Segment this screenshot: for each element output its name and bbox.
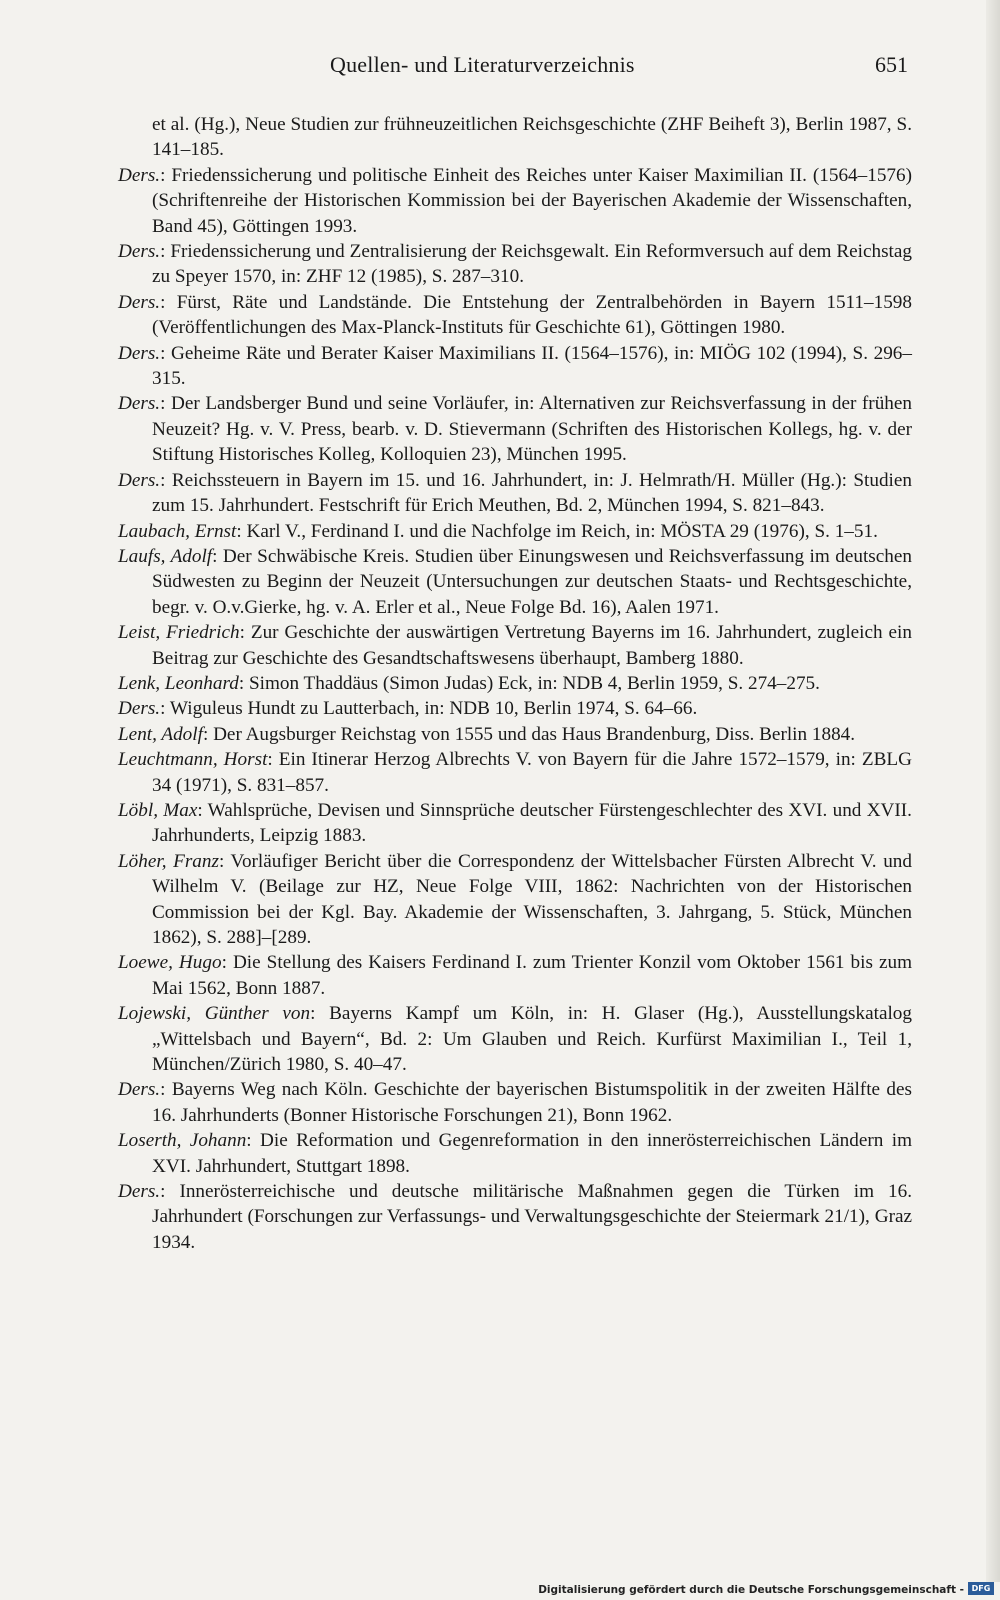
dfg-logo-icon: DFG	[968, 1582, 994, 1595]
entry-text: : Geheime Räte und Berater Kaiser Maximilians II. (1564–1576), in: MIÖG 102 (1994), S. 296–315.	[152, 342, 912, 390]
entry-author: Ders.	[118, 342, 161, 364]
entry-author: Lojewski, Günther von	[118, 1003, 311, 1025]
bibliography-entry	[118, 468, 912, 519]
bibliography-entry	[118, 950, 912, 1001]
entry-text: : Wiguleus Hundt zu Lautterbach, in: NDB 10, Berlin 1974, S. 64–66.	[160, 698, 698, 720]
entry-author: Laubach, Ernst	[118, 520, 237, 542]
page-edge-shadow	[986, 0, 1000, 1600]
bibliography-entry	[118, 1179, 912, 1255]
entry-text: : Friedenssicherung und politische Einheit des Reiches unter Kaiser Maximilian II. (1564–1576) (Schriftenreihe der Historischen Kommission bei der Bayerischen Akademie der Wissenschaften, Band 45), Göttingen 1993.	[152, 164, 912, 237]
bibliography-list	[118, 112, 912, 1255]
entry-author: Ders.	[118, 393, 161, 415]
bibliography-entry	[118, 620, 912, 671]
entry-author: Ders.	[118, 1079, 161, 1101]
running-header	[118, 52, 908, 84]
entry-author: Ders.	[118, 698, 161, 720]
entry-text: : Innerösterreichische und deutsche militärische Maßnahmen gegen die Türken im 16. Jahrhundert (Forschungen zur Verfassungs- und Verwaltungsgeschichte der Steiermark 21/1), Graz 1934.	[152, 1181, 912, 1253]
bibliography-entry	[118, 1128, 912, 1179]
bibliography-entry	[118, 1001, 912, 1077]
entry-author: Löher, Franz	[118, 850, 219, 872]
bibliography-entry	[118, 519, 912, 544]
entry-text: : Vorläufiger Bericht über die Correspondenz der Wittelsbacher Fürsten Albrecht V. und Wilhelm V. (Beilage zur HZ, Neue Folge VIII, 1862: Nachrichten von der Historischen Commission bei der Kgl. Bay. Akademie der Wissenschaften, 3. Jahrgang, 5. Stück, München 1862), S. 288]–[289.	[152, 850, 912, 948]
entry-author: Loserth, Johann	[118, 1130, 247, 1152]
entry-author: Leuchtmann, Horst	[118, 749, 268, 771]
bibliography-entry	[118, 341, 912, 392]
entry-text: : Bayerns Kampf um Köln, in: H. Glaser (Hg.), Ausstellungskatalog „Wittelsbach und Bayern“, Bd. 2: Um Glauben und Reich. Kurfürst Maximilian I., Teil 1, München/Zürich 1980, S. 40–47.	[152, 1003, 912, 1076]
entry-author: Loewe, Hugo	[118, 952, 222, 974]
entry-text: : Der Schwäbische Kreis. Studien über Einungswesen und Reichsverfassung im deutschen Südwesten zu Beginn der Neuzeit (Untersuchungen zur deutschen Staats- und Rechtsgeschichte, begr. v. O.v.Gierke, hg. v. A. Erler et al., Neue Folge Bd. 16), Aalen 1971.	[152, 545, 912, 618]
bibliography-entry	[118, 290, 912, 341]
entry-author: Ders.	[118, 164, 161, 186]
entry-author: Ders.	[118, 291, 161, 313]
bibliography-entry	[118, 544, 912, 620]
entry-text: : Die Stellung des Kaisers Ferdinand I. zum Trienter Konzil vom Oktober 1561 bis zum Mai 1562, Bonn 1887.	[152, 952, 913, 999]
bibliography-entry	[118, 722, 912, 747]
entry-author: Lenk, Leonhard	[118, 672, 239, 694]
entry-author: Laufs, Adolf	[118, 545, 213, 567]
bibliography-entry	[118, 112, 912, 163]
bibliography-entry	[118, 798, 912, 849]
bibliography-entry	[118, 849, 912, 951]
entry-author: Ders.	[118, 469, 161, 491]
page-number: 651	[875, 52, 908, 77]
bibliography-entry	[118, 696, 912, 721]
header-title: Quellen- und Literaturverzeichnis	[330, 52, 635, 77]
dfg-credit-text: Digitalisierung gefördert durch die Deutsche Forschungsgemeinschaft -	[538, 1584, 964, 1596]
entry-text: : Simon Thaddäus (Simon Judas) Eck, in: NDB 4, Berlin 1959, S. 274–275.	[238, 672, 820, 694]
bibliography-entry	[118, 671, 912, 696]
entry-author: Leist, Friedrich	[118, 622, 240, 644]
entry-author: Ders.	[118, 1181, 161, 1203]
bibliography-entry	[118, 747, 912, 798]
bibliography-entry	[118, 239, 912, 290]
entry-text: : Reichssteuern in Bayern im 15. und 16. Jahrhundert, in: J. Helmrath/H. Müller (Hg.): Studien zum 15. Jahrhundert. Festschrift für Erich Meuthen, Bd. 2, München 1994, S. 821–843.	[152, 469, 912, 517]
entry-text: : Der Augsburger Reichstag von 1555 und das Haus Brandenburg, Diss. Berlin 1884.	[202, 723, 856, 745]
bibliography-entry	[118, 163, 912, 239]
entry-text: : Die Reformation und Gegenreformation in den innerösterreichischen Ländern im XVI. Jahrhundert, Stuttgart 1898.	[152, 1130, 912, 1177]
entry-text: : Bayerns Weg nach Köln. Geschichte der bayerischen Bistumspolitik in der zweiten Hälfte des 16. Jahrhunderts (Bonner Historische Forschungen 21), Bonn 1962.	[152, 1079, 912, 1126]
entry-author: Löbl, Max	[118, 799, 198, 821]
entry-text: : Zur Geschichte der auswärtigen Vertretung Bayerns im 16. Jahrhundert, zugleich ein Beitrag zur Geschichte des Gesandtschaftswesens überhaupt, Bamberg 1880.	[152, 622, 912, 669]
entry-text: : Wahlsprüche, Devisen und Sinnsprüche deutscher Fürstengeschlechter des XVI. und XVII. Jahrhunderts, Leipzig 1883.	[152, 799, 912, 847]
entry-author: Lent, Adolf	[118, 723, 203, 745]
bibliography-entry	[118, 1077, 912, 1128]
bibliography-entry	[118, 391, 912, 467]
entry-text: : Der Landsberger Bund und seine Vorläufer, in: Alternativen zur Reichsverfassung in der frühen Neuzeit? Hg. v. V. Press, bearb. v. D. Stievermann (Schriften des Historischen Kollegs, hg. v. der Stiftung Historisches Kolleg, Kolloquien 23), München 1995.	[152, 393, 912, 466]
entry-text: et al. (Hg.), Neue Studien zur frühneuzeitlichen Reichsgeschichte (ZHF Beiheft 3), Berlin 1987, S. 141–185.	[152, 114, 912, 161]
entry-text: : Ein Itinerar Herzog Albrechts V. von Bayern für die Jahre 1572–1579, in: ZBLG 34 (1971), S. 831–857.	[152, 749, 912, 796]
entry-author: Ders.	[118, 241, 161, 263]
entry-text: : Karl V., Ferdinand I. und die Nachfolge im Reich, in: MÖSTA 29 (1976), S. 1–51.	[236, 520, 878, 542]
entry-text: : Fürst, Räte und Landstände. Die Entstehung der Zentralbehörden in Bayern 1511–1598 (Veröffentlichungen des Max-Planck-Instituts für Geschichte 61), Göttingen 1980.	[152, 291, 912, 339]
entry-text: : Friedenssicherung und Zentralisierung der Reichsgewalt. Ein Reformversuch auf dem Reichstag zu Speyer 1570, in: ZHF 12 (1985), S. 287–310.	[152, 241, 912, 288]
